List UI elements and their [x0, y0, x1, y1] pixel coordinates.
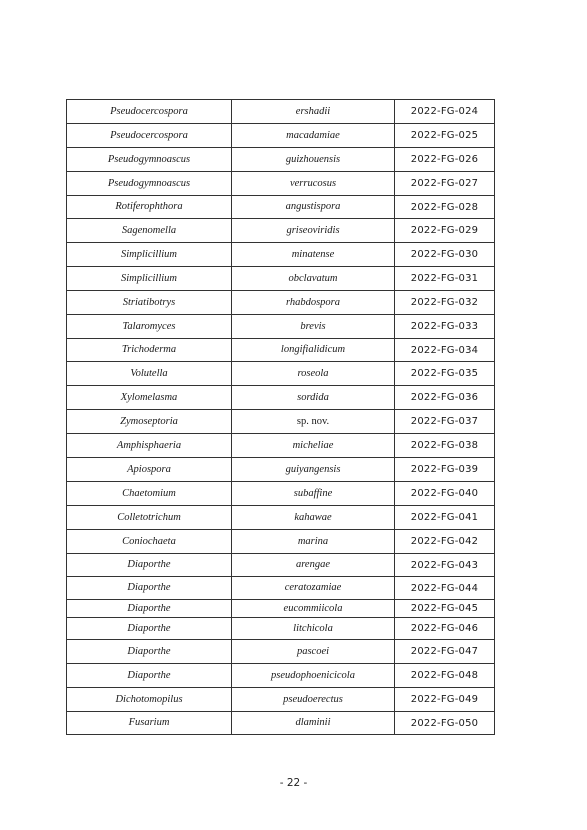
genus-cell: Simplicillium	[67, 267, 232, 291]
species-cell: pseudophoenicicola	[232, 664, 395, 688]
genus-cell: Pseudocercospora	[67, 100, 232, 124]
code-cell: 2022-FG-033	[395, 315, 495, 339]
species-cell: guiyangensis	[232, 458, 395, 482]
species-cell: litchicola	[232, 618, 395, 640]
genus-cell: Rotiferophthora	[67, 196, 232, 219]
species-cell: sp. nov.	[232, 410, 395, 434]
code-cell: 2022-FG-024	[395, 100, 495, 124]
species-cell: obclavatum	[232, 267, 395, 291]
table-row	[67, 664, 495, 688]
table-row	[67, 506, 495, 530]
code-cell: 2022-FG-036	[395, 386, 495, 410]
species-cell: ceratozamiae	[232, 577, 395, 600]
table-row	[67, 554, 495, 577]
code-cell: 2022-FG-037	[395, 410, 495, 434]
species-cell: pseudoerectus	[232, 688, 395, 712]
species-cell: marina	[232, 530, 395, 554]
genus-cell: Xylomelasma	[67, 386, 232, 410]
code-cell: 2022-FG-026	[395, 148, 495, 172]
table-row	[67, 688, 495, 712]
code-cell: 2022-FG-039	[395, 458, 495, 482]
code-cell: 2022-FG-028	[395, 196, 495, 219]
genus-cell: Chaetomium	[67, 482, 232, 506]
code-cell: 2022-FG-050	[395, 712, 495, 735]
genus-cell: Diaporthe	[67, 618, 232, 640]
species-cell: ershadii	[232, 100, 395, 124]
table-row	[67, 618, 495, 640]
species-cell: kahawae	[232, 506, 395, 530]
table-row	[67, 243, 495, 267]
species-cell: minatense	[232, 243, 395, 267]
species-cell: eucommiicola	[232, 600, 395, 618]
code-cell: 2022-FG-045	[395, 600, 495, 618]
code-cell: 2022-FG-034	[395, 339, 495, 362]
genus-cell: Diaporthe	[67, 554, 232, 577]
table-row	[67, 410, 495, 434]
genus-cell: Diaporthe	[67, 640, 232, 664]
genus-cell: Fusarium	[67, 712, 232, 735]
genus-cell: Apiospora	[67, 458, 232, 482]
table-row	[67, 267, 495, 291]
code-cell: 2022-FG-043	[395, 554, 495, 577]
code-cell: 2022-FG-048	[395, 664, 495, 688]
genus-cell: Trichoderma	[67, 339, 232, 362]
table-row	[67, 386, 495, 410]
table-row	[67, 291, 495, 315]
table-row	[67, 577, 495, 600]
table-row	[67, 600, 495, 618]
species-cell: longifialidicum	[232, 339, 395, 362]
species-cell: guizhouensis	[232, 148, 395, 172]
species-cell: verrucosus	[232, 172, 395, 196]
genus-cell: Simplicillium	[67, 243, 232, 267]
species-cell: roseola	[232, 362, 395, 386]
code-cell: 2022-FG-042	[395, 530, 495, 554]
code-cell: 2022-FG-041	[395, 506, 495, 530]
code-cell: 2022-FG-027	[395, 172, 495, 196]
table-row	[67, 339, 495, 362]
genus-cell: Dichotomopilus	[67, 688, 232, 712]
code-cell: 2022-FG-035	[395, 362, 495, 386]
table-row	[67, 712, 495, 735]
genus-cell: Pseudogymnoascus	[67, 172, 232, 196]
genus-cell: Diaporthe	[67, 664, 232, 688]
species-cell: griseoviridis	[232, 219, 395, 243]
genus-cell: Coniochaeta	[67, 530, 232, 554]
code-cell: 2022-FG-030	[395, 243, 495, 267]
genus-cell: Pseudogymnoascus	[67, 148, 232, 172]
code-cell: 2022-FG-025	[395, 124, 495, 148]
genus-cell: Amphisphaeria	[67, 434, 232, 458]
code-cell: 2022-FG-029	[395, 219, 495, 243]
species-table	[66, 99, 495, 735]
genus-cell: Diaporthe	[67, 600, 232, 618]
genus-cell: Talaromyces	[67, 315, 232, 339]
species-cell: pascoei	[232, 640, 395, 664]
table-row	[67, 640, 495, 664]
genus-cell: Sagenomella	[67, 219, 232, 243]
page-number: - 22 -	[279, 777, 308, 789]
species-cell: brevis	[232, 315, 395, 339]
table-row	[67, 458, 495, 482]
table-row	[67, 148, 495, 172]
table-row	[67, 124, 495, 148]
species-cell: arengae	[232, 554, 395, 577]
table-row	[67, 100, 495, 124]
species-cell: sordida	[232, 386, 395, 410]
table-row	[67, 530, 495, 554]
genus-cell: Volutella	[67, 362, 232, 386]
table-row	[67, 196, 495, 219]
code-cell: 2022-FG-049	[395, 688, 495, 712]
table-row	[67, 482, 495, 506]
code-cell: 2022-FG-047	[395, 640, 495, 664]
species-cell: dlaminii	[232, 712, 395, 735]
table-row	[67, 315, 495, 339]
species-cell: subaffine	[232, 482, 395, 506]
table-row	[67, 172, 495, 196]
code-cell: 2022-FG-040	[395, 482, 495, 506]
code-cell: 2022-FG-032	[395, 291, 495, 315]
species-cell: macadamiae	[232, 124, 395, 148]
table-row	[67, 219, 495, 243]
code-cell: 2022-FG-046	[395, 618, 495, 640]
code-cell: 2022-FG-031	[395, 267, 495, 291]
genus-cell: Pseudocercospora	[67, 124, 232, 148]
species-cell: angustispora	[232, 196, 395, 219]
species-cell: rhabdospora	[232, 291, 395, 315]
genus-cell: Colletotrichum	[67, 506, 232, 530]
table-body	[67, 100, 495, 735]
code-cell: 2022-FG-038	[395, 434, 495, 458]
genus-cell: Zymoseptoria	[67, 410, 232, 434]
table-row	[67, 434, 495, 458]
code-cell: 2022-FG-044	[395, 577, 495, 600]
table-row	[67, 362, 495, 386]
genus-cell: Striatibotrys	[67, 291, 232, 315]
genus-cell: Diaporthe	[67, 577, 232, 600]
species-cell: micheliae	[232, 434, 395, 458]
